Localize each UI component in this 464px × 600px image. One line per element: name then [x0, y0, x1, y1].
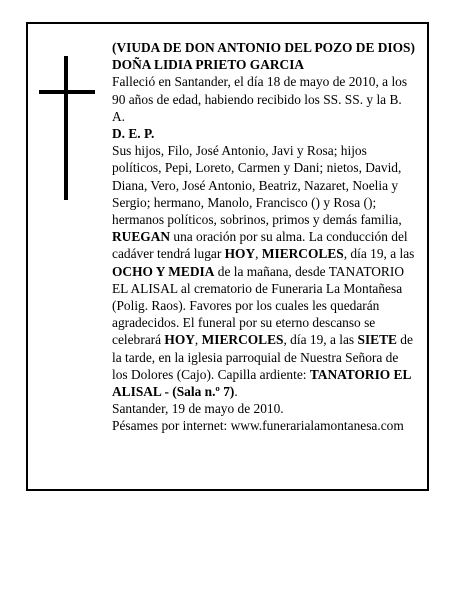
- deceased-name: DOÑA LIDIA PRIETO GARCIA: [112, 57, 305, 73]
- cross-icon-crossbar: [39, 90, 95, 94]
- obituary-text: [112, 39, 417, 435]
- chapel-name: TANATORIO EL ALISAL - (Sala n.º 7): [112, 366, 411, 400]
- death-notice: Falleció en Santander, el día 18 de mayo de 2010, a los 90 años de edad, habiendo recibido los SS. SS. y la B. A.: [112, 74, 408, 124]
- dep-label: D. E. P.: [112, 126, 155, 142]
- ruegan: RUEGAN: [112, 229, 171, 245]
- cross-icon: [64, 56, 68, 200]
- condolences-line: Pésames por internet: www.funerarialamontanesa.com: [112, 418, 404, 434]
- date-line: Santander, 19 de mayo de 2010.: [112, 401, 284, 417]
- widow-line: (VIUDA DE DON ANTONIO DEL POZO DE DIOS): [112, 40, 415, 55]
- family-paragraph: Sus hijos, Filo, José Antonio, Javi y Rosa; hijos políticos, Pepi, Loreto, Carmen y Dani; nietos, David, Diana, Vero, José Antonio, Beatriz, Nazaret, Noelia y Sergio; hermano, Manolo, Francisco () y Rosa (); hermanos políticos, sobrinos, primos y demás familia, RUEGAN una oración por su alma. La conducción del cadáver tendrá lugar HOY, MIERCOLES, día 19, a las OCHO Y MEDIA de la mañana, desde TANATORIO EL ALISAL al crematorio de Funeraria La Montañesa (Polig. Raos). Favores por los cuales les quedarán agradecidos. El funeral por su eterno descanso se celebrará HOY, MIERCOLES, día 19, a las SIETE de la tarde, en la iglesia parroquial de Nuestra Señora de los Dolores (Cajo). Capilla ardiente: TANATORIO EL ALISAL - (Sala n.º 7).: [112, 143, 415, 400]
